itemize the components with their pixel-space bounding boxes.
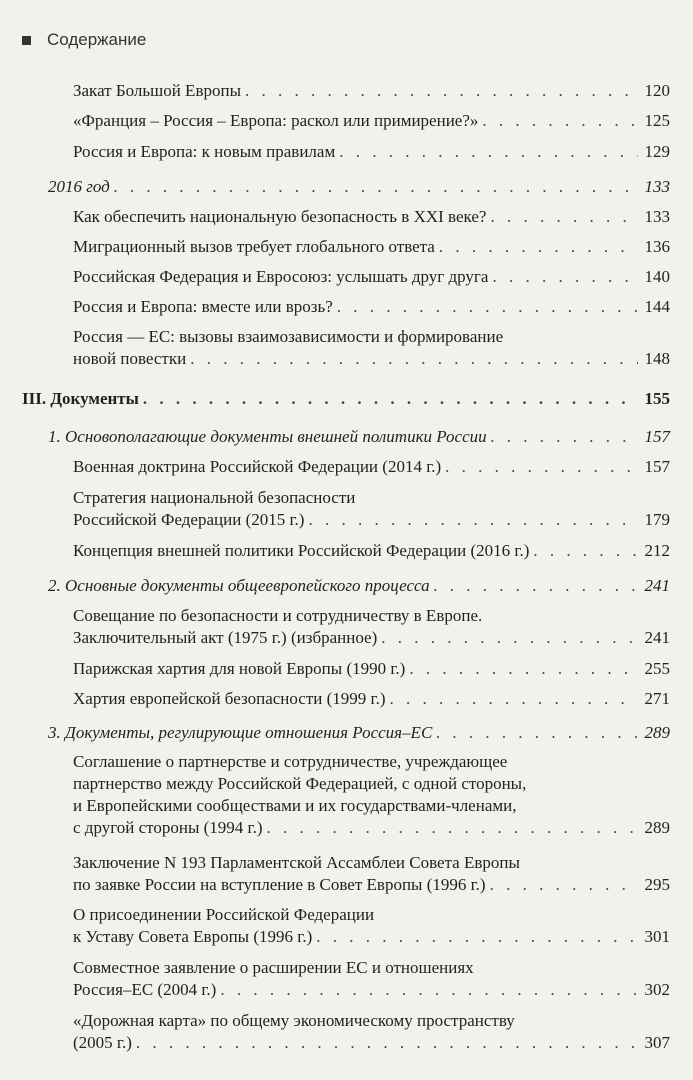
- toc-entry[interactable]: [73, 688, 670, 710]
- leader-dots: [490, 206, 638, 228]
- leader-dots: [136, 1032, 638, 1054]
- toc-entry-title: новой повестки: [73, 349, 187, 368]
- toc-entry-title: Закат Большой Европы: [73, 81, 241, 100]
- toc-entry-title-line: Россия — ЕС: вызовы взаимозависимости и формирование: [73, 327, 504, 346]
- toc-entry-title: Россия и Европа: к новым правилам: [73, 142, 336, 161]
- leader-dots: [339, 141, 638, 163]
- toc-entry-title-line: и Европейскими сообществами и их государствами-членами,: [73, 796, 517, 815]
- toc-entry[interactable]: [73, 751, 670, 839]
- leader-dots: [533, 540, 638, 562]
- toc-entry[interactable]: [73, 540, 670, 562]
- toc-entry-title-line: «Дорожная карта» по общему экономическому пространству: [73, 1011, 515, 1030]
- leader-dots: [492, 266, 638, 288]
- toc-entry-title: 2016 год: [48, 177, 110, 196]
- leader-dots: [390, 688, 639, 710]
- toc-subsection-heading[interactable]: [48, 575, 670, 597]
- toc-entry[interactable]: [73, 904, 670, 948]
- toc-entry[interactable]: [73, 487, 670, 531]
- toc-page-number: 144: [644, 297, 670, 316]
- toc-page-number: 271: [644, 689, 670, 708]
- toc-entry-title: Россия и Европа: вместе или врозь?: [73, 297, 333, 316]
- toc-entry-title-line: Совещание по безопасности и сотрудничеству в Европе.: [73, 606, 483, 625]
- toc-entry-title: к Уставу Совета Европы (1996 г.): [73, 927, 313, 946]
- header-title: Содержание: [47, 30, 147, 49]
- toc-page-number: 302: [644, 980, 670, 999]
- toc-page-number: 307: [644, 1033, 670, 1052]
- toc-entry-title: Военная доктрина Российской Федерации (2014 г.): [73, 457, 442, 476]
- toc-entry[interactable]: [73, 80, 670, 102]
- toc-entry[interactable]: [73, 110, 670, 132]
- toc-entry[interactable]: [73, 1010, 670, 1054]
- toc-page-number: 155: [644, 389, 670, 408]
- toc-subsection-heading[interactable]: [48, 426, 670, 448]
- toc-entry-title: Российской Федерации (2015 г.): [73, 510, 305, 529]
- toc-page-number: 241: [644, 628, 670, 647]
- toc-page-number: 241: [644, 576, 670, 595]
- toc-page-number: 157: [644, 457, 670, 476]
- leader-dots: [267, 817, 638, 839]
- toc-entry-title: Как обеспечить национальную безопасность в XXI веке?: [73, 207, 487, 226]
- toc-page-number: 140: [644, 267, 670, 286]
- toc-entry-title-line: Совместное заявление о расширении ЕС и отношениях: [73, 958, 474, 977]
- leader-dots: [491, 426, 638, 448]
- leader-dots: [381, 627, 638, 649]
- toc-entry[interactable]: [73, 236, 670, 258]
- toc-entry[interactable]: [73, 266, 670, 288]
- leader-dots: [445, 456, 638, 478]
- toc-page-number: 120: [644, 81, 670, 100]
- toc-page-number: 255: [644, 659, 670, 678]
- toc-page-number: 295: [644, 875, 670, 894]
- toc-entry-title: Российская Федерация и Евросоюз: услышать друг друга: [73, 267, 489, 286]
- toc-entry-title: 2. Основные документы общеевропейского процесса: [48, 576, 430, 595]
- toc-entry[interactable]: [73, 852, 670, 896]
- leader-dots: [482, 110, 638, 132]
- toc-entry[interactable]: [73, 326, 670, 370]
- toc-entry-title-line: Соглашение о партнерстве и сотрудничестве, учреждающее: [73, 752, 508, 771]
- toc-entry-title-line: Заключение N 193 Парламентской Ассамблеи Совета Европы: [73, 853, 520, 872]
- toc-entry-title: по заявке России на вступление в Совет Европы (1996 г.): [73, 875, 486, 894]
- leader-dots: [114, 176, 638, 198]
- leader-dots: [143, 388, 638, 410]
- toc-entry-title: «Франция – Россия – Европа: раскол или примирение?»: [73, 111, 479, 130]
- toc-entry[interactable]: [73, 141, 670, 163]
- toc-entry-title: Заключительный акт (1975 г.) (избранное): [73, 628, 378, 647]
- toc-page-number: 179: [644, 510, 670, 529]
- toc-entry[interactable]: [73, 296, 670, 318]
- leader-dots: [409, 658, 638, 680]
- toc-entry-title: 1. Основополагающие документы внешней политики России: [48, 427, 487, 446]
- leader-dots: [439, 236, 638, 258]
- toc-entry-title: III. Документы: [22, 389, 139, 408]
- leader-dots: [190, 348, 638, 370]
- leader-dots: [308, 509, 638, 531]
- leader-dots: [245, 80, 638, 102]
- leader-dots: [436, 722, 638, 744]
- leader-dots: [220, 979, 638, 1001]
- toc-entry-title: Парижская хартия для новой Европы (1990 г.): [73, 659, 406, 678]
- toc-entry-title: Миграционный вызов требует глобального ответа: [73, 237, 435, 256]
- toc-page-number: 136: [644, 237, 670, 256]
- toc-page-number: 125: [644, 111, 670, 130]
- leader-dots: [337, 296, 638, 318]
- toc-page-number: 301: [644, 927, 670, 946]
- toc-entry-title: 3. Документы, регулирующие отношения Россия–ЕС: [48, 723, 433, 742]
- toc-entry[interactable]: [73, 957, 670, 1001]
- toc-entry-title: (2005 г.): [73, 1033, 132, 1052]
- toc-page-number: 148: [644, 349, 670, 368]
- toc-entry-title: Россия–ЕС (2004 г.): [73, 980, 217, 999]
- toc-section-heading[interactable]: [22, 388, 670, 410]
- toc-page-number: 157: [644, 427, 670, 446]
- leader-dots: [316, 926, 638, 948]
- toc-subsection-heading[interactable]: [48, 722, 670, 744]
- toc-page-number: 212: [644, 541, 670, 560]
- leader-dots: [434, 575, 638, 597]
- toc-entry-title-line: партнерство между Российской Федерацией, с одной стороны,: [73, 774, 527, 793]
- toc-entry-year[interactable]: [48, 176, 670, 198]
- toc-entry-title: с другой стороны (1994 г.): [73, 818, 263, 837]
- toc-entry[interactable]: [73, 206, 670, 228]
- toc-page-number: 133: [644, 177, 670, 196]
- toc-entry-title: Хартия европейской безопасности (1999 г.): [73, 689, 386, 708]
- toc-entry-title-line: Стратегия национальной безопасности: [73, 488, 356, 507]
- leader-dots: [490, 874, 638, 896]
- toc-page-number: 289: [644, 723, 670, 742]
- toc-page-number: 289: [644, 818, 670, 837]
- toc-entry-title-line: О присоединении Российской Федерации: [73, 905, 375, 924]
- toc-entry[interactable]: [73, 456, 670, 478]
- toc-entry[interactable]: [73, 605, 670, 649]
- toc-entry-title: Концепция внешней политики Российской Федерации (2016 г.): [73, 541, 530, 560]
- toc-page-number: 129: [644, 142, 670, 161]
- toc-entry[interactable]: [73, 658, 670, 680]
- toc-page-number: 133: [644, 207, 670, 226]
